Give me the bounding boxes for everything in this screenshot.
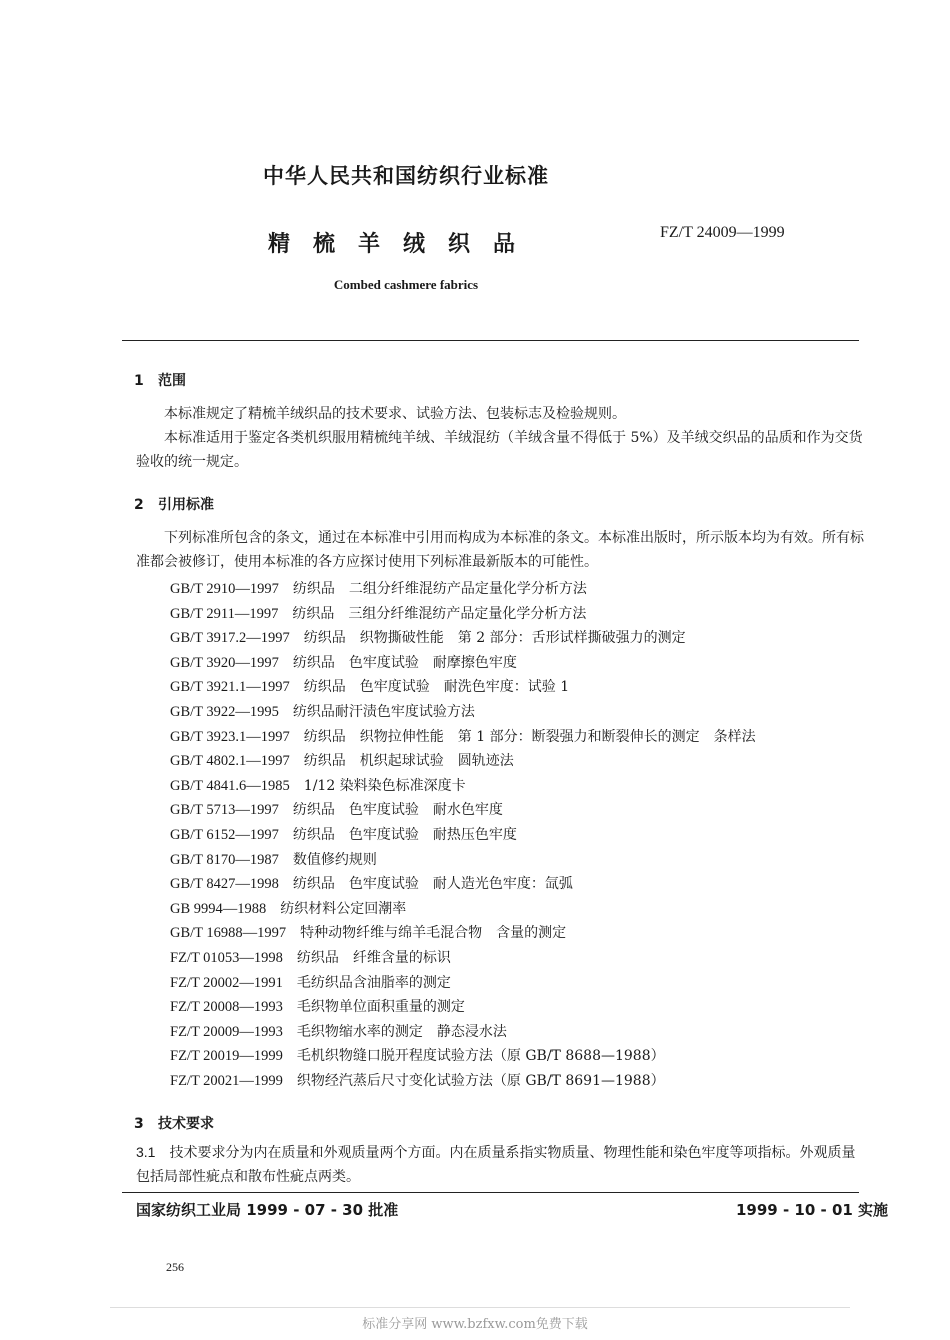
reference-code: GB/T 2910—1997: [170, 581, 279, 597]
header-divider: [122, 340, 859, 341]
section-1-heading: [134, 370, 186, 390]
reference-title: 纺织品 色牢度试验 耐热压色牢度: [292, 827, 517, 843]
reference-code: GB/T 8427—1998: [170, 876, 279, 893]
reference-title: 纺织品耐汗渍色牢度试验方法: [292, 704, 475, 720]
reference-item: [170, 603, 586, 623]
reference-title: 纺织品 色牢度试验 耐水色牢度: [292, 802, 503, 819]
reference-title: 纺织品 色牢度试验 耐摩擦色牢度: [292, 654, 517, 671]
reference-title: 纺织材料公定回潮率: [280, 900, 407, 917]
standard-number: FZ/T 24009—1999: [660, 224, 785, 241]
scope-paragraph-2: 本标准适用于鉴定各类机织服用精梳纯羊绒、羊绒混纺（羊绒含量不得低于 5%）及羊绒交织品的品质和作为交货验收的统一规定。: [136, 430, 863, 470]
reference-item: [170, 947, 451, 967]
reference-code: FZ/T 20002—1991: [170, 974, 283, 991]
reference-item: [170, 726, 756, 746]
reference-item: [170, 750, 514, 770]
section-3-heading: [134, 1113, 214, 1133]
reference-title: 纺织品 三组分纤维混纺产品定量化学分析方法: [292, 605, 587, 622]
clause-text: 技术要求分为内在质量和外观质量两个方面。内在质量系指实物质量、物理性能和染色牢度等项指标。外观质量包括局部性疵点和散布性疵点两类。: [136, 1145, 856, 1185]
reference-item: [170, 873, 573, 893]
section-title: 技术要求: [158, 1116, 214, 1132]
reference-title: 1/12 染料染色标准深度卡: [303, 777, 466, 794]
reference-title: 纺织品 色牢度试验 耐人造光色牢度：氙弧: [292, 876, 573, 893]
reference-title: 数值修约规则: [292, 851, 377, 868]
reference-item: [170, 922, 566, 942]
reference-item: [170, 972, 451, 992]
section-title: 范围: [158, 373, 186, 389]
reference-item: [170, 578, 587, 598]
reference-title: 特种动物纤维与绵羊毛混合物 含量的测定: [300, 925, 567, 942]
reference-item: [170, 1021, 507, 1041]
reference-title: 毛织物单位面积重量的测定: [296, 999, 465, 1016]
reference-item: [170, 898, 406, 918]
reference-item: [170, 824, 517, 844]
reference-code: GB/T 3921.1—1997: [170, 679, 290, 696]
reference-item: [170, 849, 377, 869]
reference-item: [170, 627, 686, 647]
reference-title: 纺织品 色牢度试验 耐洗色牢度：试验 1: [303, 679, 570, 696]
reference-code: GB/T 3923.1—1997: [170, 728, 290, 745]
reference-title: 织物经汽蒸后尺寸变化试验方法（原 GB/T 8691—1988）: [296, 1073, 665, 1089]
scope-paragraph-1: 本标准规定了精梳羊绒织品的技术要求、试验方法、包装标志及检验规则。: [164, 406, 626, 422]
reference-code: FZ/T 20019—1999: [170, 1048, 283, 1065]
reference-code: GB/T 4841.6—1985: [170, 777, 290, 794]
references-intro: 下列标准所包含的条文，通过在本标准中引用而构成为本标准的条文。本标准出版时，所示版本均为有效。所有标准都会被修订，使用本标准的各方应探讨使用下列标准最新版本的可能性。: [136, 530, 864, 570]
clause-number: 3.1: [136, 1144, 156, 1160]
reference-code: GB/T 5713—1997: [170, 802, 279, 819]
reference-title: 毛纺织品含油脂率的测定: [296, 974, 451, 991]
reference-item: [170, 701, 475, 721]
document-title: 精梳羊绒织品: [268, 232, 539, 257]
section-2-heading: [134, 494, 214, 514]
clause-3-1: [136, 1140, 864, 1189]
issuing-organization: 中华人民共和国纺织行业标准: [263, 164, 549, 188]
reference-code: FZ/T 20008—1993: [170, 999, 283, 1016]
reference-code: GB/T 4802.1—1997: [170, 753, 290, 770]
reference-item: [170, 676, 569, 696]
reference-item: [170, 775, 466, 795]
reference-code: FZ/T 20021—1999: [170, 1073, 283, 1089]
reference-code: GB 9994—1988: [170, 900, 267, 917]
reference-title: 毛织物缩水率的测定 静态浸水法: [296, 1023, 507, 1040]
reference-code: GB/T 2911—1997: [170, 605, 279, 622]
reference-code: GB/T 3922—1995: [170, 704, 279, 720]
english-title: Combed cashmere fabrics: [333, 277, 479, 292]
reference-item: [170, 652, 517, 672]
section-number: 1: [134, 373, 144, 389]
reference-code: FZ/T 01053—1998: [170, 950, 283, 966]
reference-item: [170, 1045, 665, 1065]
reference-code: FZ/T 20009—1993: [170, 1023, 283, 1040]
footer-divider: [122, 1192, 859, 1193]
section-number: 2: [134, 497, 144, 513]
reference-title: 纺织品 二组分纤维混纺产品定量化学分析方法: [292, 581, 587, 597]
reference-code: GB/T 3920—1997: [170, 654, 279, 671]
reference-code: GB/T 6152—1997: [170, 827, 279, 843]
section-number: 3: [134, 1116, 144, 1132]
reference-title: 纺织品 织物拉伸性能 第 1 部分：断裂强力和断裂伸长的测定 条样法: [303, 728, 756, 745]
reference-item: [170, 996, 465, 1016]
approval-date: 国家纺织工业局 1999 - 07 - 30 批准: [136, 1201, 399, 1219]
reference-code: GB/T 8170—1987: [170, 851, 279, 868]
reference-item: [170, 1070, 665, 1090]
page-number: 256: [166, 1260, 184, 1274]
section-title: 引用标准: [158, 497, 214, 513]
reference-title: 毛机织物缝口脱开程度试验方法（原 GB/T 8688—1988）: [296, 1048, 665, 1065]
site-watermark: 标准分享网 www.bzfxw.com免费下载: [362, 1317, 588, 1332]
reference-title: 纺织品 织物撕破性能 第 2 部分：舌形试样撕破强力的测定: [303, 630, 686, 647]
reference-title: 纺织品 机织起球试验 圆轨迹法: [303, 753, 514, 770]
watermark-divider: [110, 1307, 850, 1308]
implementation-date: 1999 - 10 - 01 实施: [736, 1201, 889, 1219]
reference-item: [170, 799, 503, 819]
reference-code: GB/T 16988—1997: [170, 925, 287, 942]
reference-title: 纺织品 纤维含量的标识: [296, 950, 451, 966]
reference-code: GB/T 3917.2—1997: [170, 630, 290, 647]
